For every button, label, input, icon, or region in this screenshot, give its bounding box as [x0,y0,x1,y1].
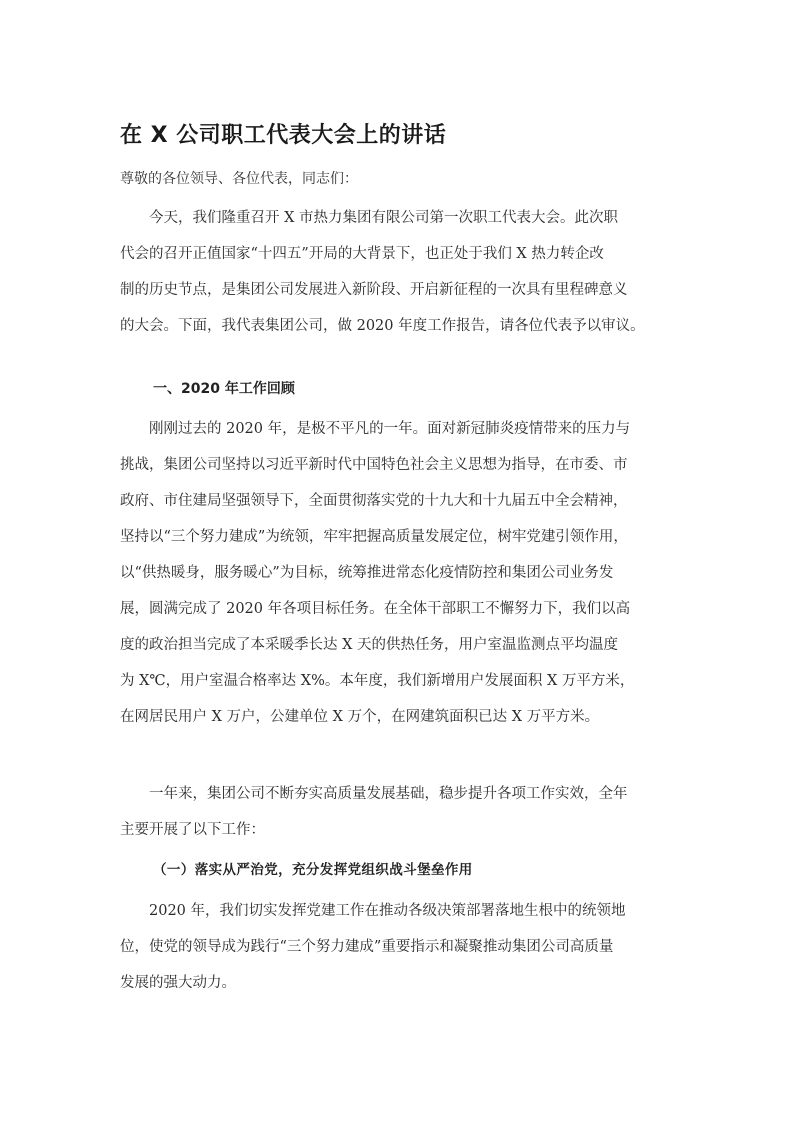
review-paragraph [120,411,673,735]
review-line: 刚刚过去的 2020 年，是极不平凡的一年。面对新冠肺炎疫情带来的压力与 [149,421,631,437]
review-line: 政府、市住建局坚强领导下，全面贯彻落实党的十九大和十九届五中全会精神， [120,493,628,509]
intro-line: 代会的召开正值国家“十四五”开局的大背景下，也正处于我们 X 热力转企改 [120,246,604,262]
intro-line: 今天，我们隆重召开 X 市热力集团有限公司第一次职工代表大会。此次职 [149,210,619,226]
party-paragraph [120,893,673,1001]
section-heading: 一、2020 年工作回顾 [153,381,295,397]
summary-line: 主要开展了以下工作： [120,822,265,838]
review-line: 以“供热暖身，服务暖心”为目标，统筹推进常态化疫情防控和集团公司业务发 [120,565,614,581]
intro-line: 的大会。下面，我代表集团公司，做 2020 年度工作报告，请各位代表予以审议。 [120,318,645,334]
review-line: 为 X℃，用户室温合格率达 X%。本年度，我们新增用户发展面积 X 万平方米， [120,673,635,689]
intro-line: 制的历史节点，是集团公司发展进入新阶段、开启新征程的一次具有里程碑意义 [120,282,628,298]
salutation: 尊敬的各位领导、各位代表，同志们： [120,171,358,187]
party-line: 位，使党的领导成为践行“三个努力建成”重要指示和凝聚推动集团公司高质量 [120,939,614,955]
summary-paragraph [120,776,673,848]
subsection-heading: （一）落实从严治党，充分发挥党组织战斗堡垒作用 [153,862,473,878]
review-line: 展，圆满完成了 2020 年各项目标任务。在全体干部职工不懈努力下，我们以高 [120,601,631,617]
summary-line: 一年来，集团公司不断夯实高质量发展基础，稳步提升各项工作实效，全年 [149,786,628,802]
review-line: 坚持以“三个努力建成”为统领，牢牢把握高质量发展定位，树牢党建引领作用， [120,529,628,545]
party-line: 发展的强大动力。 [120,975,236,991]
party-line: 2020 年，我们切实发挥党建工作在推动各级决策部署落地生根中的统领地 [149,903,626,919]
review-line: 挑战，集团公司坚持以习近平新时代中国特色社会主义思想为指导，在市委、市 [120,457,628,473]
document-title: 在 X 公司职工代表大会上的讲话 [120,123,447,148]
review-line: 在网居民用户 X 万户，公建单位 X 万个，在网建筑面积已达 X 万平方米。 [120,709,600,725]
intro-paragraph [120,200,673,344]
review-line: 度的政治担当完成了本采暖季长达 X 天的供热任务，用户室温监测点平均温度 [120,637,619,653]
